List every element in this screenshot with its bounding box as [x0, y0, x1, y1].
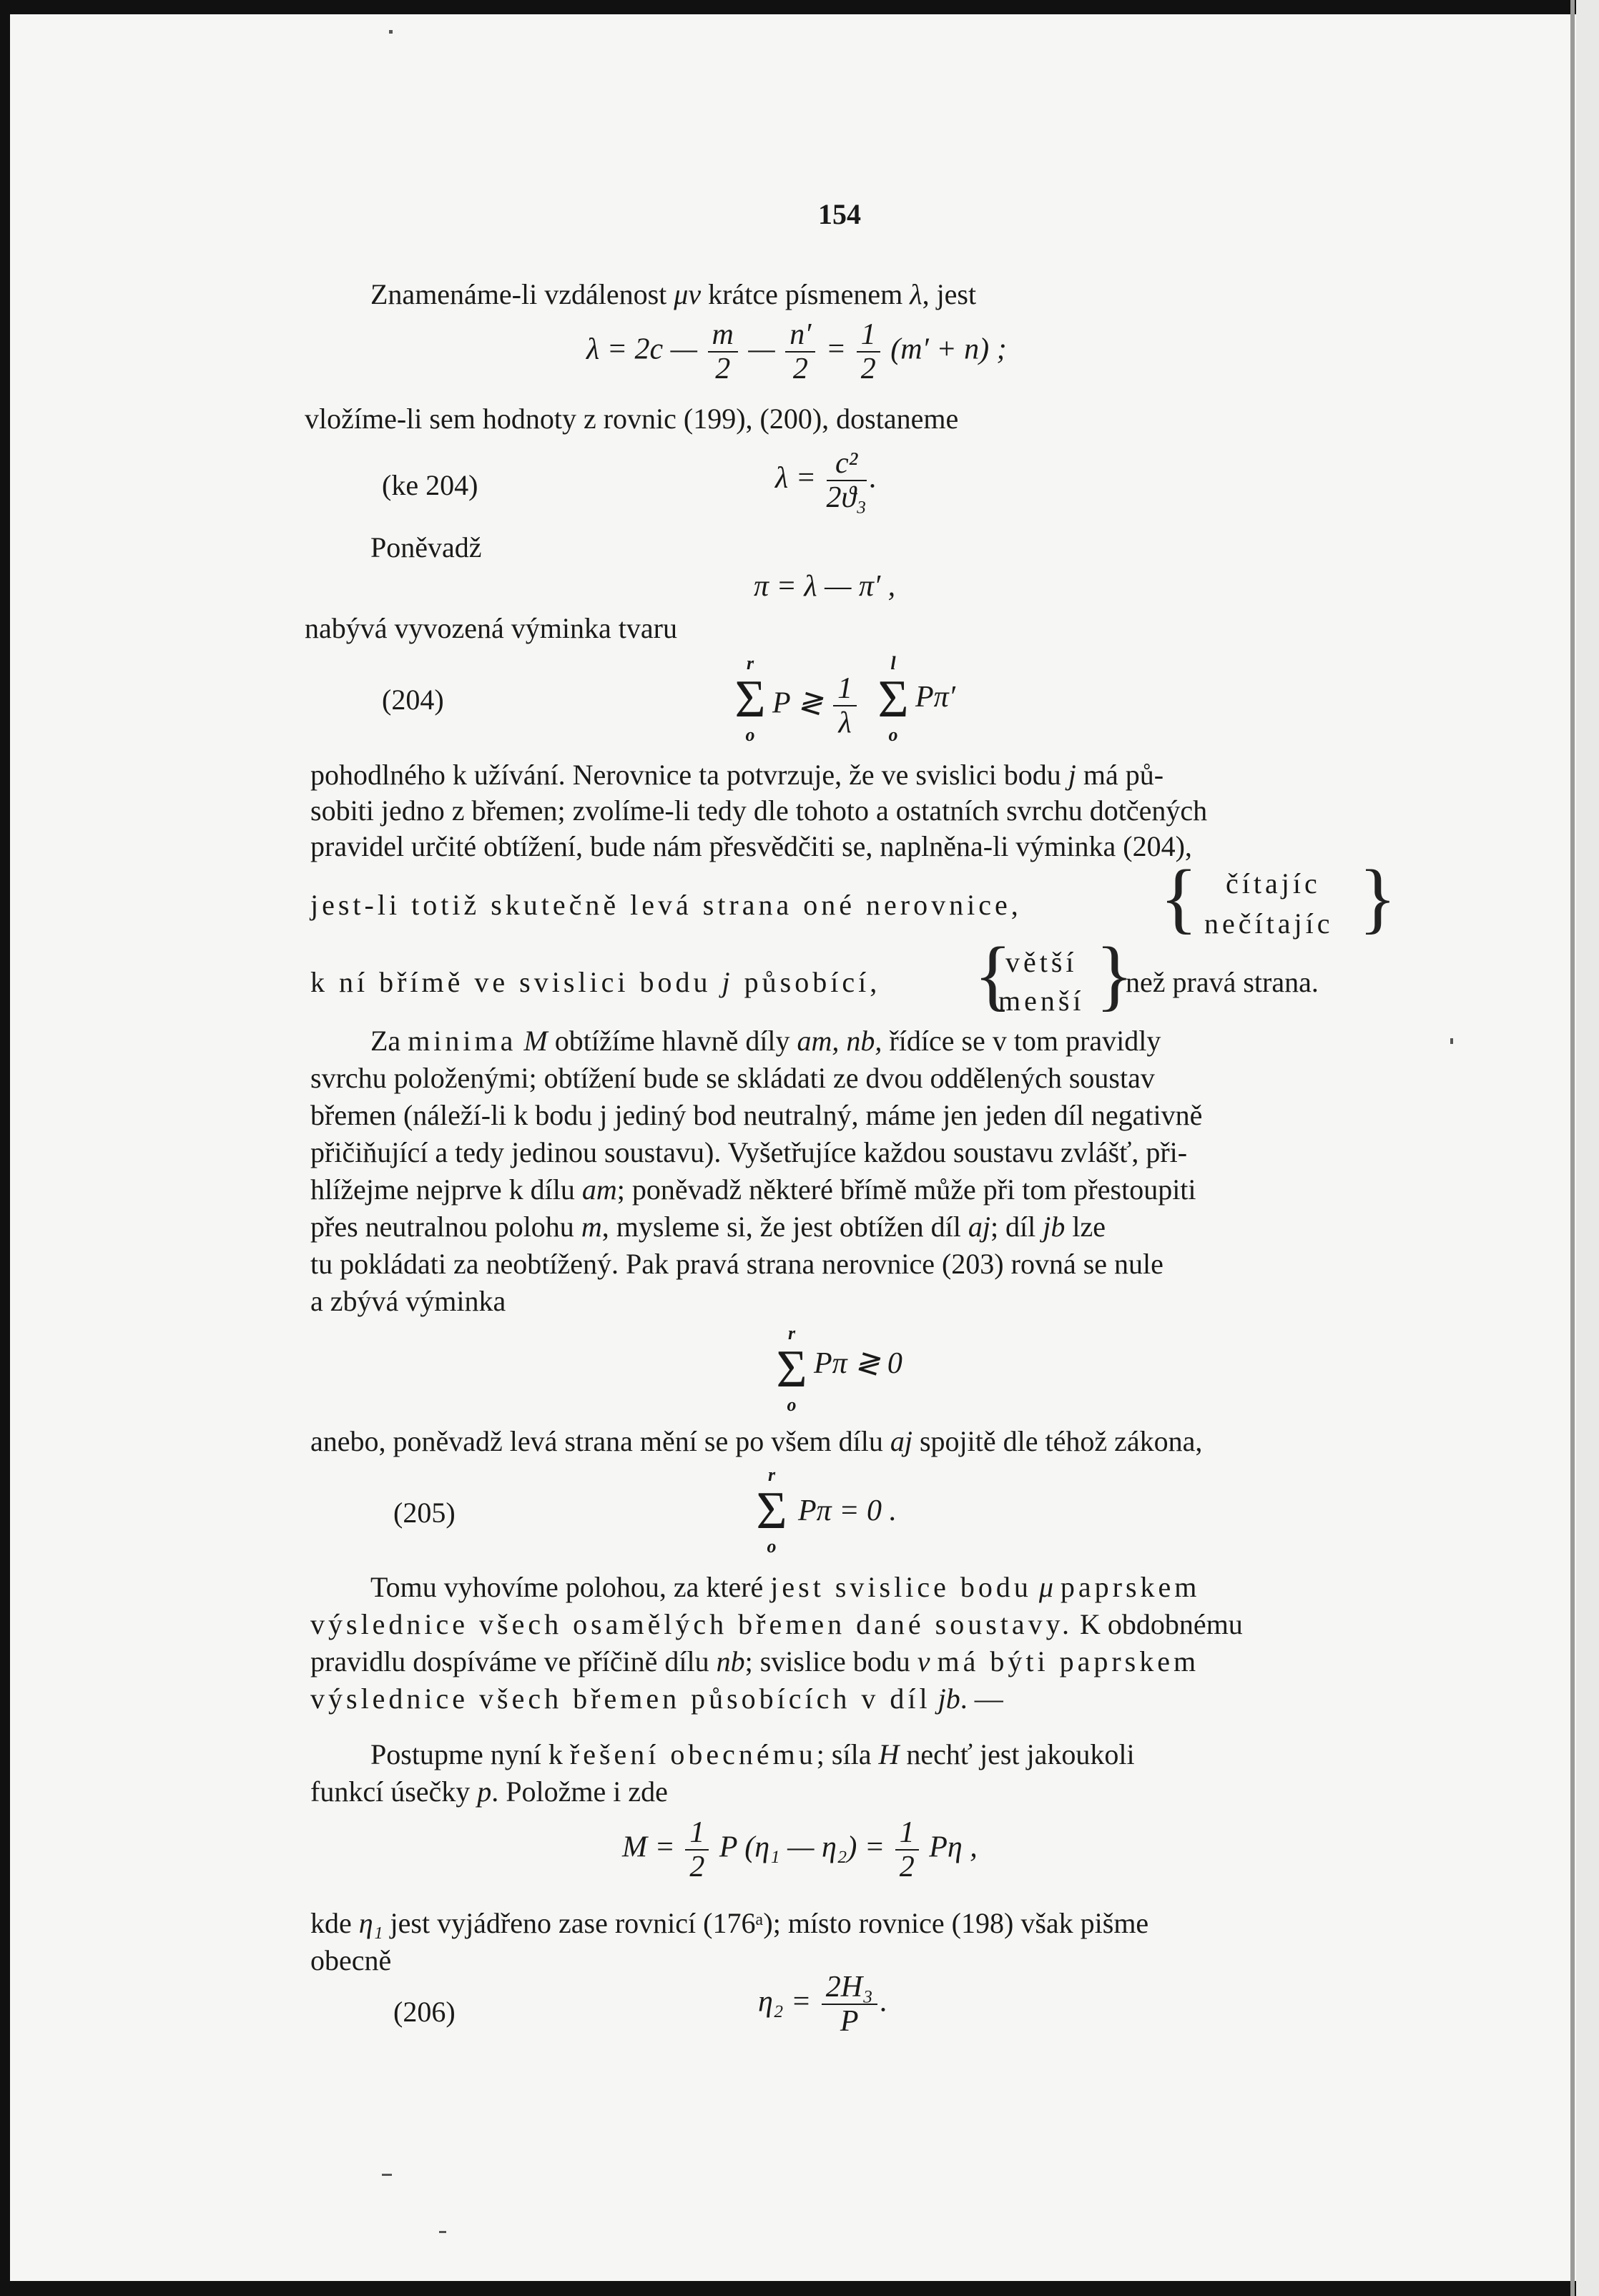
- text-line: než pravá strana.: [1126, 966, 1319, 998]
- left-brace: {: [974, 931, 1012, 1018]
- text-line: Znamenáme-li vzdálenost μν krátce písmenem λ, jest: [370, 278, 977, 310]
- equation: P ≷ $\frac{1}{\lambda}$: [772, 672, 860, 739]
- text-line: břemen (náleží-li k bodu j jediný bod neutralný, máme jen jeden díl negativně: [310, 1099, 1203, 1131]
- equation: λ = 2c — $\frac{m}{2}$ — $\frac{n'}{2}$ = $\frac{1}{2}$ (m′ + n) ;: [586, 318, 1007, 385]
- scanned-page: [10, 14, 1576, 2281]
- option-text: nečítajíc: [1204, 907, 1334, 940]
- equation: Pπ ≷ 0: [814, 1347, 902, 1380]
- equation: π = λ — π′ ,: [754, 570, 896, 603]
- equation-label: (205): [393, 1497, 456, 1529]
- scan-speck: [439, 2231, 446, 2233]
- sum-symbol: r Σ o: [756, 1464, 787, 1557]
- text-line: pravidel určité obtížení, bude nám přesvědčiti se, naplněna-li výminka (204),: [310, 830, 1192, 862]
- text-line: sobiti jedno z břemen; zvolíme-li tedy dle tohoto a ostatních svrchu dotčených: [310, 794, 1208, 827]
- page-number: 154: [818, 198, 861, 230]
- equation-label: (206): [393, 1996, 456, 2028]
- text-line: pohodlného k užívání. Nerovnice ta potvrzuje, že ve svislici bodu j má pů-: [310, 759, 1164, 791]
- text-line: funkcí úsečky p. Položme i zde: [310, 1775, 668, 1808]
- left-brace: {: [1160, 854, 1198, 941]
- text-line: k ní břímě ve svislici bodu j působící,: [310, 966, 881, 998]
- text-line: jest-li totiž skutečně levá strana oné nerovnice,: [310, 889, 1022, 921]
- text-line: nabývá vyvozená výminka tvaru: [305, 612, 677, 644]
- text-line: Postupme nyní k řešení obecnému; síla H nechť jest jakoukoli: [370, 1738, 1135, 1770]
- equation-label: (ke 204): [382, 469, 478, 501]
- text-line: přičiňující a tedy jedinou soustavu). Vyšetřujíce každou soustavu zvlášť, při-: [310, 1136, 1188, 1168]
- scan-speck: [389, 30, 393, 34]
- text-line: tu pokládati za neobtížený. Pak pravá strana nerovnice (203) rovná se nule: [310, 1248, 1163, 1280]
- page-edge-shadow: [1570, 0, 1575, 2296]
- text-line: kde η₁ jest vyjádřeno zase rovnicí (176ᵃ); místo rovnice (198) však pišme: [310, 1907, 1149, 1939]
- text-line: hlížejme nejprve k dílu am; poněvadž některé břímě může při tom přestoupiti: [310, 1173, 1196, 1206]
- text-line: Tomu vyhovíme polohou, za které jest svislice bodu μ paprskem: [370, 1571, 1201, 1603]
- equation: λ = $\frac{\text{c²}}{\text{2ϑ₃}}$ .: [775, 447, 877, 514]
- right-brace: }: [1359, 854, 1397, 941]
- text-line: svrchu položenými; obtížení bude se skládati ze dvou oddělených soustav: [310, 1062, 1155, 1094]
- equation-tail: Pπ′: [915, 681, 955, 714]
- text-line: výslednice všech osamělých břemen dané soustavy. K obdobnému: [310, 1608, 1243, 1640]
- text-line: přes neutralnou polohu m, mysleme si, že jest obtížen díl aj; díl jb lze: [310, 1211, 1106, 1243]
- text-line: Za minima M obtížíme hlavně díly am, nb, řídíce se v tom pravidly: [370, 1025, 1161, 1057]
- equation: η₂ = $\frac{\text{2H₃}}{P}$ .: [758, 1971, 888, 2038]
- option-text: čítajíc: [1226, 867, 1321, 900]
- sum-symbol: r Σ o: [734, 653, 766, 745]
- option-text: menší: [998, 985, 1085, 1017]
- equation: M = $\frac{1}{2}$ P (η₁ — η₂) = $\frac{1}{2}$ Pη ,: [622, 1816, 978, 1883]
- equation-label: (204): [382, 684, 444, 716]
- text-line: výslednice všech břemen působících v díl jb. —: [310, 1682, 1003, 1715]
- equation: Pπ = 0 .: [798, 1494, 897, 1527]
- text-line: vložíme-li sem hodnoty z rovnic (199), (200), dostaneme: [305, 403, 959, 435]
- scan-speck: [382, 2174, 392, 2176]
- sum-symbol: r Σ o: [776, 1323, 807, 1415]
- page-edge: [1576, 0, 1599, 2296]
- text-line: pravidlu dospíváme ve příčině dílu nb; svislice bodu ν má býti paprskem: [310, 1645, 1200, 1677]
- text-line: Poněvadž: [370, 531, 482, 563]
- text-line: a zbývá výminka: [310, 1285, 506, 1317]
- right-brace: }: [1096, 931, 1133, 1018]
- scan-speck: [1450, 1038, 1453, 1044]
- option-text: větší: [1005, 946, 1078, 978]
- text-line: obecně: [310, 1944, 392, 1976]
- text-line: anebo, poněvadž levá strana mění se po všem dílu aj spojitě dle téhož zákona,: [310, 1425, 1203, 1457]
- sum-symbol: l Σ o: [877, 653, 909, 745]
